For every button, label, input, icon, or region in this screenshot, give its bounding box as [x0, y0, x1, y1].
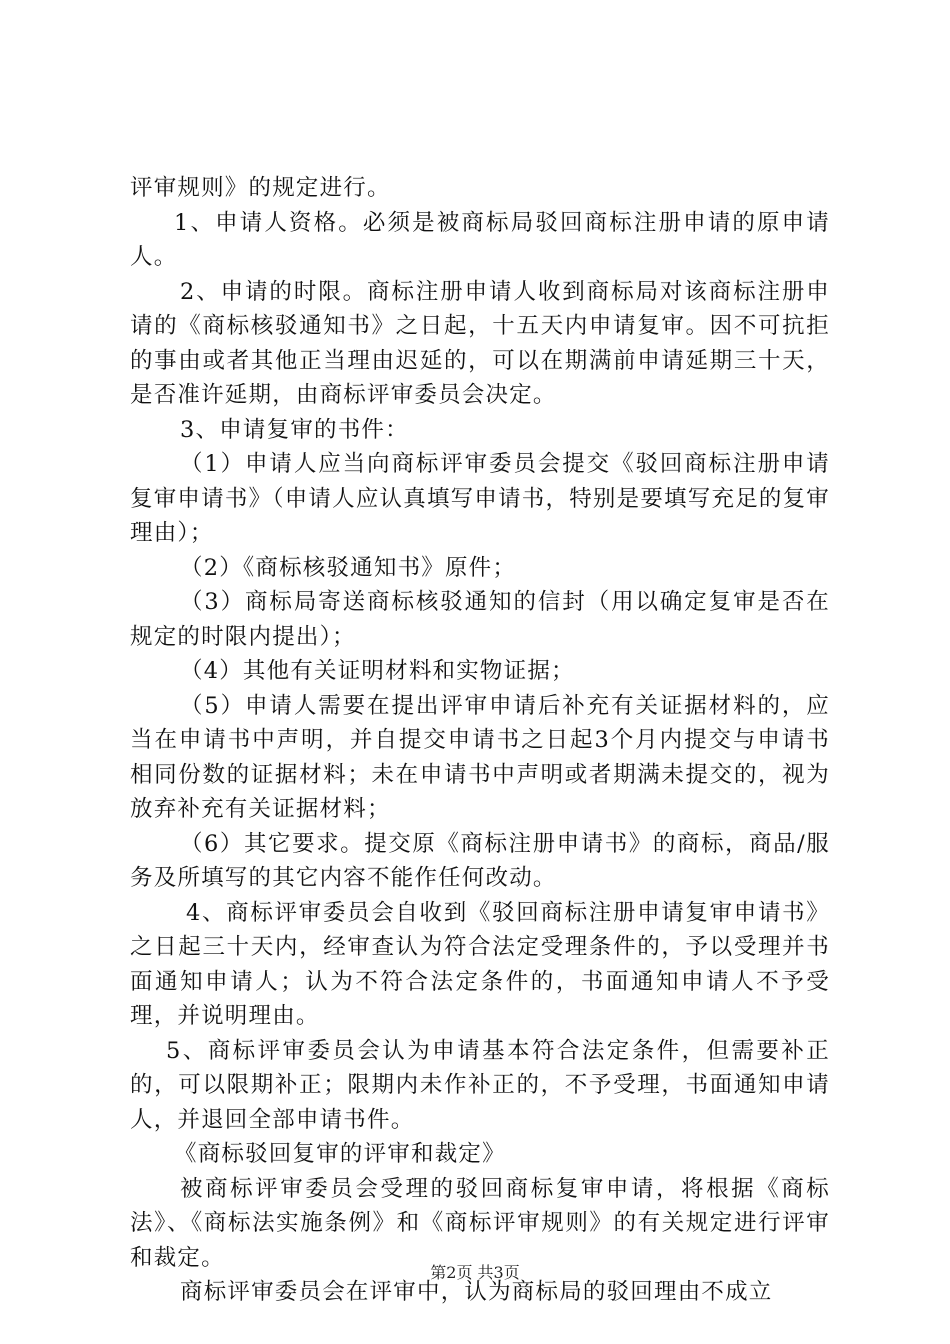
paragraph-item-1: 1、申请人资格。必须是被商标局驳回商标注册申请的原申请人。 [130, 209, 830, 270]
paragraph-review-cont: 商标评审委员会在评审中，认为商标局的驳回理由不成立 [180, 1279, 773, 1305]
section-heading: 《商标驳回复审的评审和裁定》 [174, 1141, 506, 1167]
page-number-footer: 第2页 共3页 [430, 1263, 520, 1282]
paragraph-subitem-6: （6）其它要求。提交原《商标注册申请书》的商标，商品/服务及所填写的其它内容不能作任何改动。 [130, 830, 830, 891]
document-body [130, 171, 830, 1310]
paragraph-review: 被商标评审委员会受理的驳回商标复审申请，将根据《商标法》、《商标法实施条例》和《商标评审规则》的有关规定进行评审和裁定。 [130, 1175, 830, 1271]
paragraph-subitem-5: （5）申请人需要在提出评审申请后补充有关证据材料的，应当在申请书中声明，并自提交申请书之日起3个月内提交与申请书相同份数的证据材料；未在申请书中声明或者期满未提交的，视为放弃补充有关证据材料； [130, 692, 830, 822]
paragraph-item-3: 3、申请复审的书件： [180, 416, 409, 443]
paragraph-subitem-2: （2）《商标核驳通知书》原件； [180, 554, 517, 581]
paragraph-item-5: 5、商标评审委员会认为申请基本符合法定条件，但需要补正的，可以限期补正；限期内未作补正的，不予受理，书面通知申请人，并退回全部申请书件。 [130, 1037, 830, 1133]
paragraph-item-4: 4、商标评审委员会自收到《驳回商标注册申请复审申请书》之日起三十天内，经审查认为符合法定受理条件的，予以受理并书面通知申请人；认为不符合法定条件的，书面通知申请人不予受理，并说明理由。 [130, 899, 830, 1029]
paragraph-continuation: 评审规则》的规定进行。 [130, 175, 391, 201]
paragraph-subitem-4: （4）其他有关证明材料和实物证据； [180, 658, 575, 684]
paragraph-item-2: 2、申请的时限。商标注册申请人收到商标局对该商标注册申请的《商标核驳通知书》之日起，十五天内申请复审。因不可抗拒的事由或者其他正当理由迟延的，可以在期满前申请延期三十天，是否准许延期，由商标评审委员会决定。 [130, 278, 830, 408]
paragraph-subitem-3: （3）商标局寄送商标核驳通知的信封（用以确定复审是否在规定的时限内提出）； [130, 589, 830, 650]
paragraph-subitem-1: （1）申请人应当向商标评审委员会提交《驳回商标注册申请复审申请书》（申请人应认真填写申请书，特别是要填写充足的复审理由）； [130, 451, 830, 546]
